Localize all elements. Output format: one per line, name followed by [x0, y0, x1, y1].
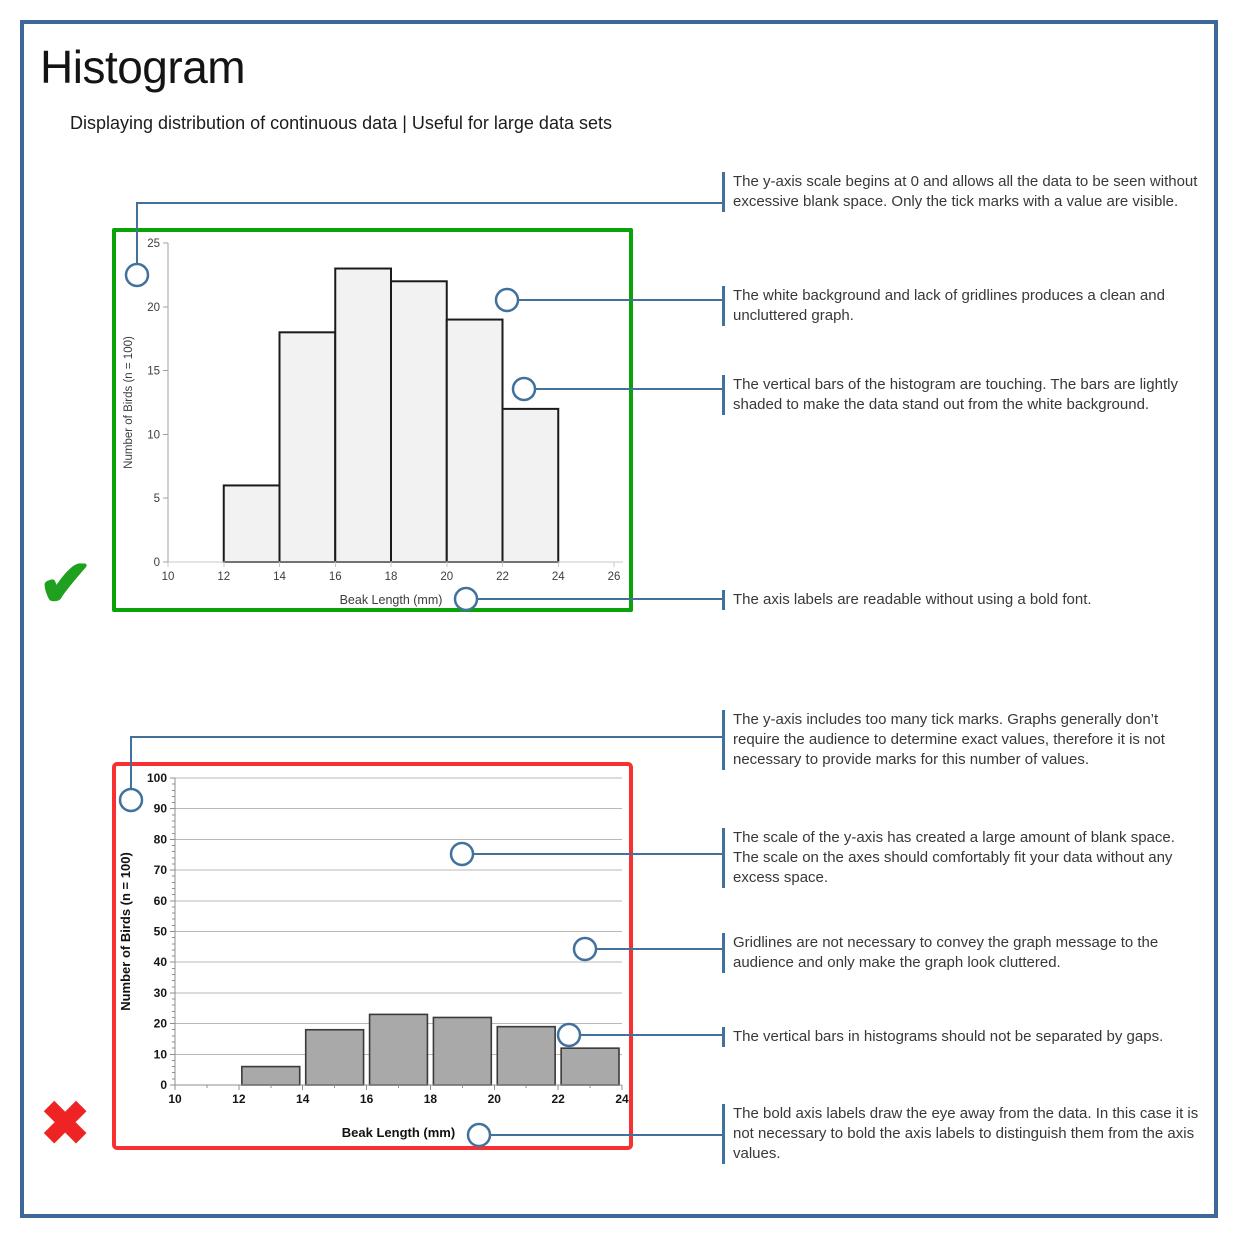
svg-text:20: 20 — [147, 301, 160, 314]
svg-text:22: 22 — [551, 1092, 565, 1106]
svg-text:60: 60 — [153, 893, 167, 908]
svg-text:10: 10 — [147, 429, 160, 442]
svg-text:18: 18 — [423, 1092, 438, 1106]
cross-icon: ✖ — [40, 1090, 91, 1157]
svg-text:24: 24 — [615, 1092, 629, 1106]
svg-text:Beak Length (mm): Beak Length (mm) — [339, 593, 443, 607]
bad-histogram-chart — [116, 766, 629, 1146]
svg-text:26: 26 — [607, 571, 621, 583]
bad-histogram-panel — [112, 762, 633, 1150]
svg-text:25: 25 — [147, 238, 160, 250]
annotation-blank-space: The scale of the y-axis has created a large amount of blank space. The scale on the axes should comfortably fit your data without any excess space. — [722, 828, 1200, 888]
svg-text:0: 0 — [160, 1078, 167, 1092]
svg-text:40: 40 — [153, 955, 167, 970]
svg-text:30: 30 — [153, 985, 167, 1000]
svg-text:Number of Birds (n = 100): Number of Birds (n = 100) — [118, 852, 133, 1011]
svg-text:12: 12 — [217, 571, 231, 583]
svg-text:16: 16 — [359, 1092, 374, 1106]
svg-text:100: 100 — [146, 771, 167, 785]
svg-text:16: 16 — [328, 571, 342, 583]
annotation-readable-labels: The axis labels are readable without using a bold font. — [722, 590, 1200, 610]
svg-text:14: 14 — [296, 1092, 310, 1106]
annotation-yaxis-starts-at-zero: The y-axis scale begins at 0 and allows all the data to be seen without excessive blank space. Only the tick marks with a value are visible. — [722, 172, 1200, 212]
svg-text:5: 5 — [153, 493, 160, 506]
svg-text:10: 10 — [161, 571, 175, 583]
svg-text:0: 0 — [153, 557, 160, 569]
page-subtitle: Displaying distribution of continuous data | Useful for large data sets — [70, 113, 612, 133]
annotation-too-many-ticks: The y-axis includes too many tick marks. Graphs generally don’t require the audience to determine exact values, therefore it is not necessary to provide marks for this number of values. — [722, 710, 1200, 770]
page-title: Histogram — [40, 41, 246, 93]
svg-text:50: 50 — [153, 924, 167, 939]
svg-text:14: 14 — [273, 571, 286, 583]
annotation-bold-labels: The bold axis labels draw the eye away from the data. In this case it is not necessary to bold the axis labels to distinguish them from the axis values. — [722, 1104, 1200, 1164]
svg-text:90: 90 — [153, 801, 167, 816]
svg-text:24: 24 — [551, 571, 565, 583]
svg-text:10: 10 — [168, 1092, 182, 1106]
svg-text:15: 15 — [147, 365, 160, 378]
annotation-gridlines-clutter: Gridlines are not necessary to convey the graph message to the audience and only make the graph look cluttered. — [722, 933, 1200, 973]
annotation-bars-touching: The vertical bars of the histogram are touching. The bars are lightly shaded to make the data stand out from the white background. — [722, 375, 1200, 415]
svg-text:18: 18 — [384, 571, 398, 583]
svg-text:Beak Length (mm): Beak Length (mm) — [341, 1125, 456, 1140]
svg-text:22: 22 — [496, 571, 509, 583]
svg-text:70: 70 — [153, 863, 167, 878]
svg-text:Number of Birds (n = 100): Number of Birds (n = 100) — [123, 336, 135, 469]
svg-text:20: 20 — [440, 571, 454, 583]
svg-text:20: 20 — [153, 1016, 167, 1031]
good-histogram-chart — [116, 232, 629, 608]
annotation-white-background: The white background and lack of gridlines produces a clean and uncluttered graph. — [722, 286, 1200, 326]
check-icon: ✔ — [38, 546, 94, 620]
annotation-no-gaps: The vertical bars in histograms should not be separated by gaps. — [722, 1027, 1200, 1047]
svg-text:10: 10 — [153, 1047, 167, 1062]
good-histogram-panel — [112, 228, 633, 612]
svg-text:80: 80 — [153, 832, 167, 847]
svg-text:12: 12 — [232, 1092, 246, 1106]
svg-text:20: 20 — [487, 1092, 501, 1106]
